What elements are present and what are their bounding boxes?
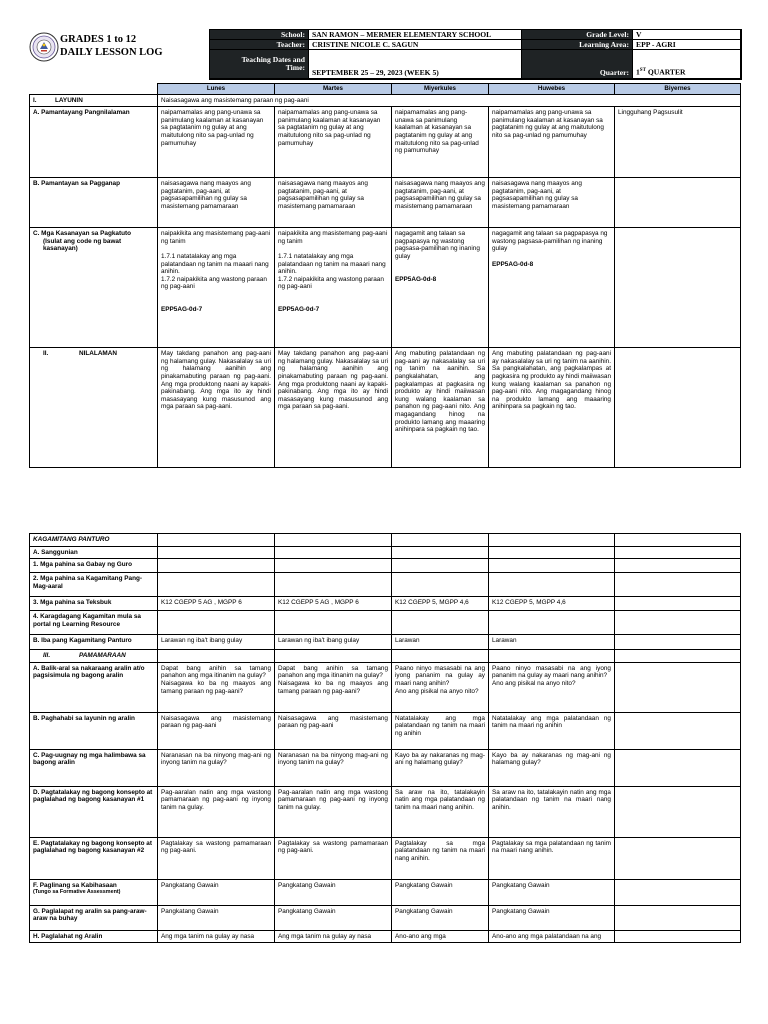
cell-friday [615,905,741,930]
lesson-log-table-bottom [29,533,741,943]
section-layunin-label [30,94,158,107]
cell-wednesday [392,650,489,663]
cell-monday [158,228,275,348]
cell-thursday: Natatalakay ang mga palatandaan ng tanim na maari ng anihin [489,712,615,749]
row-paghahabi [30,712,741,749]
row-gabay-ng-guro [30,559,741,573]
cell-friday [615,348,741,468]
cell-tuesday: Larawan ng iba't ibang gulay [275,635,392,650]
day-wednesday: Miyerkules [392,84,489,95]
row-paglalahat [30,930,741,943]
lesson-log-table-top [29,83,741,468]
cell-friday [615,712,741,749]
cell-friday [615,749,741,786]
row-label: A. Balik-aral sa nakaraang aralin at/o pagsisimula ng bagong aralin [30,662,158,712]
cell-tuesday [275,546,392,559]
cell-monday: Pag-aaralan natin ang mga wastong pamamaraan ng pag-aani ng inyong tanim na gulay. [158,786,275,837]
cell-tuesday: K12 CGEPP 5 AG , MGPP 6 [275,597,392,611]
title-line-2: DAILY LESSON LOG [60,47,163,58]
row-iba-pang-kagamitan [30,635,741,650]
row-label: B. Paghahabi sa layunin ng aralin [30,712,158,749]
title-line-1: GRADES 1 to 12 [60,34,137,45]
teaching-dates-label [210,50,309,79]
cell-monday [158,546,275,559]
row-label-text: C. Mga Kasanayan sa Pagkatuto [33,230,132,238]
section-pamamaraan-label [30,650,158,663]
cell-thursday [489,611,615,635]
cell-thursday: K12 CGEPP 5, MGPP 4,6 [489,597,615,611]
cell-friday [615,228,741,348]
cell-thursday: Kayo ba ay nakaranas ng mag-ani ng halamang gulay? [489,749,615,786]
grade-level-value: V [633,30,741,40]
cell-tuesday [275,228,392,348]
day-monday: Lunes [158,84,275,95]
cell-wednesday: Ano-ano ang mga [392,930,489,943]
header-info-grid [209,29,742,80]
cell-thursday: Pagtalakay sa mga palatandaan ng tanim na maari nang anihin. [489,837,615,879]
cell-monday [158,650,275,663]
cell-thursday: naipamamalas ang pang-unawa sa panimulang kaalaman at kasanayan sa pagtatanim ng gulay at ang maitutulong nito sa pag-unlad ng pamumuhay [489,107,615,178]
cell-tuesday: Pagtalakay sa wastong pamamaraan ng pag-aani. [275,837,392,879]
cell-thursday: Pangkatang Gawain [489,905,615,930]
row-pamantayang-pangnilalaman [30,107,741,178]
row-learning-resource [30,611,741,635]
cell-thursday [489,662,615,712]
row-pag-uugnay [30,749,741,786]
cell-monday [158,534,275,547]
competency-text: naipakikita ang masistemang pag-aani ng tanim [161,230,271,245]
cell-monday: Larawan ng iba't ibang gulay [158,635,275,650]
cell-monday [158,559,275,573]
cell-tuesday [275,559,392,573]
cell-wednesday: Sa araw na ito, tatalakayin natin ang mga palatandaan ng tanim na maari nang anihin. [392,786,489,837]
section-kagamitang-label: KAGAMITANG PANTURO [30,534,158,547]
row-kagamitang-pang-mag-aaral [30,573,741,597]
cell-monday: K12 CGEPP 5 AG , MGPP 6 [158,597,275,611]
cell-wednesday: Pangkatang Gawain [392,905,489,930]
cell-monday: Pangkatang Gawain [158,879,275,905]
competency-sub-2: 1.7.2 naipakikita ang wastong paraan ng pag-aani [278,275,384,291]
section-layunin-row [30,94,741,107]
cell-thursday [489,650,615,663]
cell-thursday: Ano-ano ang mga palatandaan na ang [489,930,615,943]
row-mga-kasanayan [30,228,741,348]
header-blank-cell [30,84,158,95]
learning-area-value: EPP - AGRI [633,40,741,50]
cell-friday [615,837,741,879]
row-label-sub: (Tungo sa Formative Assessment) [33,889,121,896]
cell-wednesday: Kayo ba ay nakaranas ng mag-ani ng halamang gulay? [392,749,489,786]
cell-tuesday [275,611,392,635]
cell-friday [615,650,741,663]
competency-code: EPP5AG-0d-7 [161,306,203,314]
competency-sub-1: 1.7.1 natatalakay ang mga palatandaan ng tanim na maaari nang anihin. [161,252,269,276]
day-tuesday: Martes [275,84,392,95]
cell-thursday [489,228,615,348]
row-label: A. Pamantayang Pangnilalaman [30,107,158,178]
cell-thursday: Pangkatang Gawain [489,879,615,905]
cell-thursday [489,559,615,573]
cell-thursday [489,534,615,547]
cell-wednesday [392,662,489,712]
cell-thursday: naisasagawa nang maayos ang pagtatanim, pag-aani, at pagsasapamilihan ng gulay sa masistemang pamamaraan [489,178,615,228]
section-number: III. [43,652,51,660]
learning-area-label: Learning Area: [522,40,633,50]
cell-tuesday: naipamamalas ang pang-unawa sa panimulang kaalaman at kasanayan sa pagtatanim ng gulay at ang maitutulong nito sa pag-unlad ng pamumuhay [275,107,392,178]
cell-monday [158,611,275,635]
row-label-sub: (Isulat ang code ng bawat kasanayan) [43,237,122,253]
cell-thursday [489,546,615,559]
day-thursday: Huwebes [489,84,615,95]
question-2: Ano ang pisikal na anyo nito? [492,679,576,687]
row-label: B. Iba pang Kagamitang Panturo [30,635,158,650]
row-label: A. Sanggunian [30,546,158,559]
cell-friday [615,786,741,837]
cell-monday: naipamamalas ang pang-unawa sa panimulang kaalaman at kasanayan sa pagtatanim ng gulay at ang maitutulong nito sa pag-unlad ng pamumuhay [158,107,275,178]
cell-tuesday: Ang mga tanim na gulay ay nasa [275,930,392,943]
question-1: Dapat bang anihin sa tamang panahon ang mga itinanim na gulay? [278,664,388,680]
quarter-label [522,50,633,79]
cell-monday: Naranasan na ba ninyong mag-ani ng inyong tanim na gulay? [158,749,275,786]
quarter-label-text: Quarter: [599,68,629,77]
question-1: Paano ninyo masasabi na ang iyong pananim na gulay ay maari nang anihin? [492,664,611,680]
cell-friday [615,559,741,573]
quarter-superscript: ST [639,68,646,74]
section-title: PAMAMARAAN [79,652,126,660]
row-kagamitang-panturo [30,534,741,547]
cell-tuesday: Naranasan na ba ninyong mag-ani ng inyong tanim na gulay? [275,749,392,786]
section-nilalaman-label [30,348,158,468]
quarter-number: 1 [636,68,640,77]
cell-monday: Pangkatang Gawain [158,905,275,930]
cell-tuesday: Pangkatang Gawain [275,905,392,930]
cell-tuesday: Naisasagawa ang masistemang paraan ng pag-aani [275,712,392,749]
teaching-dates-label-line1: Teaching Dates and [241,55,305,64]
cell-wednesday [392,573,489,597]
cell-thursday: Sa araw na ito, tatalakayin natin ang mga palatandaan ng tanim na maari nang anihin. [489,786,615,837]
row-sanggunian [30,546,741,559]
cell-monday [158,573,275,597]
competency-text: nagagamit ang talaan sa pagpapasya ng wastong pagsasa-pamilihan ng inaning gulay [395,230,480,260]
cell-friday [615,879,741,905]
cell-tuesday: Pangkatang Gawain [275,879,392,905]
cell-tuesday [275,662,392,712]
cell-monday: naisasagawa nang maayos ang pagtatanim, pag-aani, at pagsasapamilihan ng gulay sa masistemang pamamaraan [158,178,275,228]
cell-friday: Lingguhang Pagsusulit [615,107,741,178]
day-header-row [30,84,741,95]
cell-wednesday: Pagtalakay sa mga palatandaan ng tanim na maari nang anihin. [392,837,489,879]
cell-friday [615,597,741,611]
row-pagtatalakay-1 [30,786,741,837]
row-label: C. Pag-uugnay ng mga halimbawa sa bagong aralin [30,749,158,786]
teacher-value: CRISTINE NICOLE C. SAGUN [309,40,522,50]
teacher-label: Teacher: [210,40,309,50]
cell-friday [615,662,741,712]
cell-wednesday [392,228,489,348]
cell-wednesday [392,546,489,559]
cell-wednesday: Pangkatang Gawain [392,879,489,905]
cell-friday [615,573,741,597]
teaching-dates-label-line2: Time: [285,63,305,72]
cell-wednesday: Natatalakay ang mga palatandaan ng tanim na maari ng anihin [392,712,489,749]
competency-text: nagagamit ang talaan sa pagpapasya ng wastong pagsasa-pamilihan ng inaning gulay [492,230,608,253]
row-label: E. Pagtatalakay ng bagong konsepto at paglalahad ng bagong kasanayan #2 [30,837,158,879]
cell-thursday: Ang mabuting palatandaan ng pag-aani ay nakasalalay sa uri ng tanim na aanihin. Sa pangkalahatan, ang pagkalampas at pagkasira ng produkto ay hindi maiiwasan kung walang kaalaman sa panahon ng pag-aani nito. Ang magagandang hinog na produkto lamang ang maaaring anihinpara sa pagkain ng tao. [489,348,615,468]
deped-seal-icon [29,32,59,62]
cell-tuesday: May takdang panahon ang pag-aani ng halamang gulay. Nakasalalay sa uri ng halamang aanihin ang pinakamabuting paraan ng pag-aani. Ang mga produktong naani ay kapaki-pakinabang. Ang mga ito ay hindi masasayang kung masusunod ang mga paraan sa pag-aani. [275,348,392,468]
row-label: D. Pagtatalakay ng bagong konsepto at paglalahad ng bagong kasanayan #1 [30,786,158,837]
cell-monday: Ang mga tanim na gulay ay nasa [158,930,275,943]
teaching-dates-text: SEPTEMBER 25 – 29, 2023 (WEEK 5) [312,68,439,77]
cell-friday [615,178,741,228]
row-label: 1. Mga pahina sa Gabay ng Guro [30,559,158,573]
grade-level-label: Grade Level: [522,30,633,40]
competency-sub-1: 1.7.1 natatalakay ang mga palatandaan ng tanim na maaari nang anihin. [278,252,386,276]
document-title [60,33,163,59]
cell-monday [158,662,275,712]
section-number: II. [43,350,49,358]
cell-wednesday: Larawan [392,635,489,650]
cell-thursday [489,573,615,597]
row-label-text: F. Paglinang sa Kabihasaan [33,881,117,889]
cell-friday [615,546,741,559]
question-1: Paano ninyo masasabi na ang iyong pananim na gulay ay maari nang anihin? [395,664,485,687]
row-paglinang [30,879,741,905]
row-label [30,879,158,905]
row-pagtatalakay-2 [30,837,741,879]
cell-wednesday: naipamamalas ang pang-unawa sa panimulang kaalaman at kasanayan sa pagtatanim ng gulay at ang maitutulong nito sa pag-unlad ng pamumuhay [392,107,489,178]
competency-sub-2: 1.7.2 naipakikita ang wastong paraan ng pag-aani [161,275,267,291]
row-nilalaman [30,348,741,468]
cell-wednesday [392,611,489,635]
school-value: SAN RAMON – MERMER ELEMENTARY SCHOOL [309,30,522,40]
question-2: Ano ang pisikal na anyo nito? [395,687,479,695]
lesson-log-header [29,29,740,80]
cell-wednesday: naisasagawa nang maayos ang pagtatanim, pag-aani, at pagsasapamilihan ng gulay sa masistemang pamamaraan [392,178,489,228]
cell-tuesday [275,650,392,663]
row-label: B. Pamantayan sa Pagganap [30,178,158,228]
competency-code: EPP5AG-0d-7 [278,306,320,314]
row-label: H. Paglalahat ng Aralin [30,930,158,943]
cell-monday: May takdang panahon ang pag-aani ng halamang gulay. Nakasalalay sa uri ng halamang aanihin ang pinakamabuting paraan ng pag-aani. Ang mga produktong naani ay kapaki-pakinabang. Ang mga ito ay hindi masasayang kung masusunod ang mga paraan sa pag-aani. [158,348,275,468]
cell-tuesday [275,573,392,597]
row-label: G. Paglalapat ng aralin sa pang-araw-araw na buhay [30,905,158,930]
competency-text: naipakikita ang masistemang pag-aani ng tanim [278,230,388,245]
cell-friday [615,635,741,650]
section-title: LAYUNIN [55,96,83,104]
cell-wednesday: K12 CGEPP 5, MGPP 4,6 [392,597,489,611]
school-label: School: [210,30,309,40]
row-label: 2. Mga pahina sa Kagamitang Pang-Mag-aaral [30,573,158,597]
row-label: 4. Karagdagang Kagamitan mula sa portal ng Learning Resource [30,611,158,635]
row-teksbuk [30,597,741,611]
question-1: Dapat bang anihin sa tamang panahon ang mga itinanim na gulay? [161,664,271,680]
cell-friday [615,534,741,547]
cell-tuesday [275,534,392,547]
cell-wednesday [392,534,489,547]
cell-monday: Naisasagawa ang masistemang paraan ng pag-aani [158,712,275,749]
row-label [30,228,158,348]
quarter-text: QUARTER [645,68,686,77]
row-paglalapat [30,905,741,930]
quarter-value [633,50,741,79]
cell-wednesday [392,559,489,573]
section-layunin-text: Naisasagawa ang masistemang paraan ng pag-aani [158,94,741,107]
competency-code: EPP5AG-0d-8 [492,260,534,268]
day-friday: Biyernes [615,84,741,95]
question-2: Naisagawa ko ba ng maayos ang tamang paraan ng pag-aani? [278,679,388,695]
cell-tuesday: naisasagawa nang maayos ang pagtatanim, pag-aani, at pagsasapamilihan ng gulay sa masistemang pamamaraan [275,178,392,228]
cell-friday [615,611,741,635]
cell-thursday: Larawan [489,635,615,650]
cell-wednesday: Ang mabuting palatandaan ng pag-aani ay nakasalalay sa uri ng tanim na aanihin. Sa pangkalahatan, ang pagkalampas at pagkasira ng produkto ay hindi maiiwasan kung walang kaalaman sa panahon ng pag-aani nito. Ang magagandang hinog na produkto lamang ang maaaring anihinpara sa pagkain ng tao. [392,348,489,468]
cell-tuesday: Pag-aaralan natin ang mga wastong pamamaraan ng pag-aani ng inyong tanim na gulay. [275,786,392,837]
row-pamamaraan [30,650,741,663]
row-label: 3. Mga pahina sa Teksbuk [30,597,158,611]
row-balik-aral [30,662,741,712]
section-number: I. [33,96,37,104]
row-pamantayan-sa-pagganap [30,178,741,228]
question-2: Naisagawa ko ba ng maayos ang tamang paraan ng pag-aani? [161,679,271,695]
cell-friday [615,930,741,943]
competency-code: EPP5AG-0d-8 [395,275,437,283]
section-title: NILALAMAN [79,350,117,358]
cell-monday: Pagtalakay sa wastong pamamaraan ng pag-aani. [158,837,275,879]
teaching-dates-value [309,50,522,79]
